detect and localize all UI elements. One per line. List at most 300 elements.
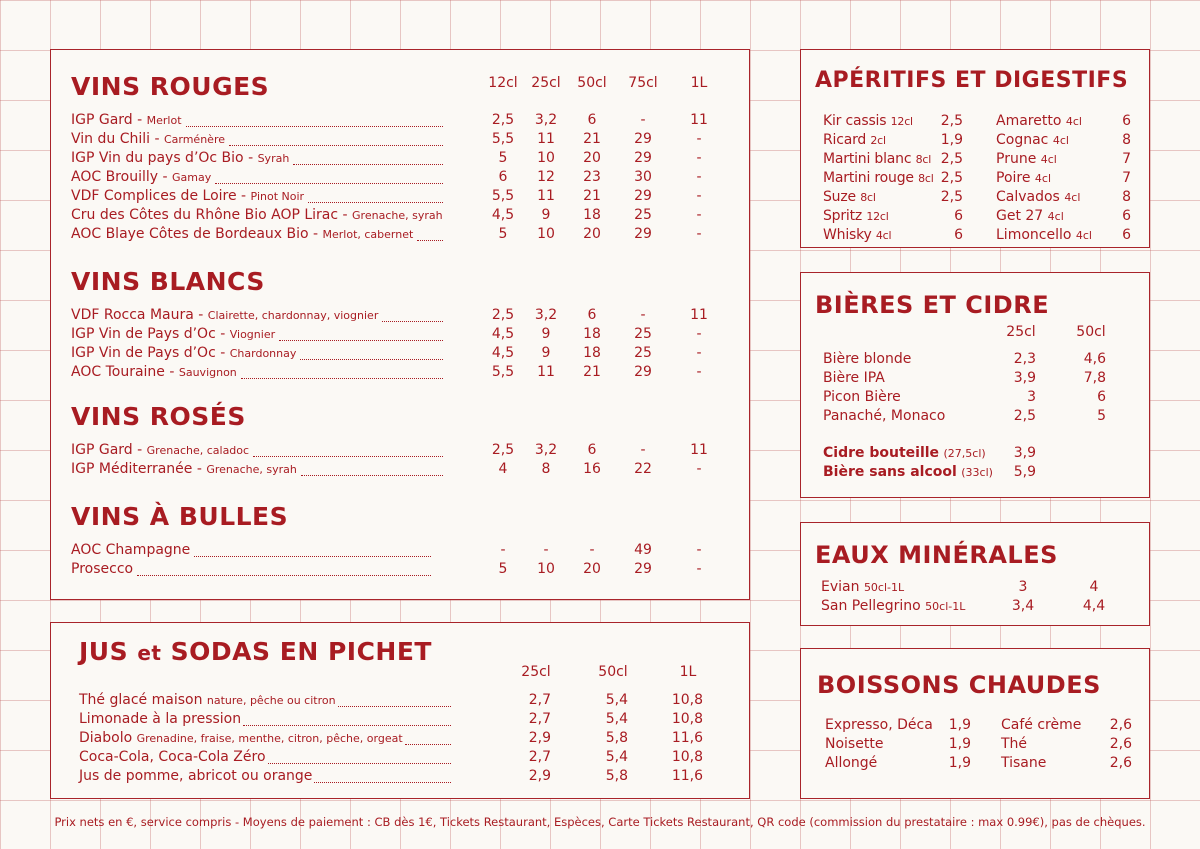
digestif-row bbox=[976, 188, 1151, 207]
wine-price: 11 bbox=[690, 442, 708, 458]
eau-row bbox=[801, 578, 1151, 597]
jus-row bbox=[51, 729, 751, 748]
biere-extra-volume: (27,5cl) bbox=[943, 447, 986, 460]
wine-separator: - bbox=[236, 188, 251, 204]
aperitif-row bbox=[801, 169, 976, 188]
leader-dots bbox=[253, 455, 443, 457]
wine-label bbox=[71, 306, 378, 325]
aperitif-price: 6 bbox=[954, 227, 963, 243]
aperitif-name: Martini blanc bbox=[823, 151, 912, 167]
biere-price: 4,6 bbox=[1083, 351, 1106, 367]
leader-dots bbox=[301, 474, 443, 476]
wine-label bbox=[71, 168, 211, 187]
aperitif-row bbox=[801, 131, 976, 150]
wine-grape: Grenache, caladoc bbox=[146, 444, 250, 457]
chaude-row bbox=[976, 754, 1151, 773]
wine-price: 49 bbox=[634, 542, 652, 558]
wine-price: - bbox=[640, 442, 646, 458]
biere-row bbox=[801, 369, 1151, 388]
chaude-row bbox=[801, 754, 976, 773]
wine-separator: - bbox=[150, 131, 164, 147]
chaude-price: 2,6 bbox=[1109, 736, 1132, 752]
jus-sodas-title bbox=[79, 639, 432, 664]
eau-name: Evian bbox=[821, 579, 860, 595]
wine-label bbox=[71, 206, 443, 225]
wine-size-header: 75cl bbox=[628, 75, 658, 91]
digestif-label bbox=[996, 226, 1092, 245]
wine-price: 29 bbox=[634, 364, 652, 380]
biere-extra-label bbox=[823, 444, 986, 463]
wine-grape: Carménère bbox=[163, 133, 225, 146]
biere-extra-row bbox=[801, 444, 1151, 463]
biere-extra-name: Cidre bouteille bbox=[823, 445, 940, 461]
chaude-price: 2,6 bbox=[1109, 755, 1132, 771]
wine-price: - bbox=[589, 542, 595, 558]
wine-row bbox=[51, 168, 751, 187]
leader-dots bbox=[229, 144, 443, 146]
digestif-price: 6 bbox=[1122, 227, 1131, 243]
wine-price: 2,5 bbox=[491, 307, 515, 323]
chaude-row bbox=[801, 716, 976, 735]
biere-row bbox=[801, 388, 1151, 407]
wine-price: 9 bbox=[541, 345, 551, 361]
leader-dots bbox=[405, 743, 451, 745]
digestif-volume: 4cl bbox=[1065, 115, 1082, 128]
vins-rouges-title: VINS ROUGES bbox=[71, 72, 270, 101]
chaude-price: 1,9 bbox=[948, 736, 971, 752]
wine-price: 21 bbox=[583, 364, 601, 380]
biere-price: 2,5 bbox=[1013, 408, 1036, 424]
wine-price: 29 bbox=[634, 150, 652, 166]
digestif-label bbox=[996, 188, 1080, 207]
wine-name: AOC Touraine bbox=[71, 364, 165, 380]
jus-price: 5,8 bbox=[605, 730, 628, 746]
wine-price: 22 bbox=[634, 461, 652, 477]
aperitif-row bbox=[801, 207, 976, 226]
vins-blancs-title: VINS BLANCS bbox=[71, 267, 265, 296]
digestif-label bbox=[996, 150, 1057, 169]
eau-label bbox=[821, 578, 904, 597]
biere-size-header: 25cl bbox=[1006, 324, 1036, 340]
aperitif-volume: 8cl bbox=[915, 153, 932, 166]
leader-dots bbox=[300, 358, 443, 360]
wine-name: IGP Gard bbox=[71, 112, 133, 128]
chaude-price: 1,9 bbox=[948, 755, 971, 771]
wine-label bbox=[71, 130, 225, 149]
wine-label bbox=[71, 111, 182, 130]
biere-price: 2,3 bbox=[1013, 351, 1036, 367]
biere-price: 6 bbox=[1097, 389, 1106, 405]
wine-row bbox=[51, 225, 751, 244]
vins-roses-title: VINS ROSÉS bbox=[71, 402, 246, 431]
wine-grape: Sauvignon bbox=[178, 366, 237, 379]
leader-dots bbox=[382, 320, 443, 322]
leader-dots bbox=[308, 201, 443, 203]
wine-price: 25 bbox=[634, 207, 652, 223]
wine-price: - bbox=[696, 561, 702, 577]
biere-price: 5 bbox=[1097, 408, 1106, 424]
jus-size-header: 50cl bbox=[598, 664, 628, 680]
wine-price: - bbox=[696, 461, 702, 477]
wine-price: 3,2 bbox=[534, 112, 558, 128]
wine-price: 25 bbox=[634, 326, 652, 342]
aperitif-name: Spritz bbox=[823, 208, 863, 224]
leader-dots bbox=[137, 574, 431, 576]
wine-price: 18 bbox=[583, 207, 601, 223]
aperitif-price: 1,9 bbox=[940, 132, 963, 148]
wine-name: Vin du Chili bbox=[71, 131, 151, 147]
wine-price: 6 bbox=[587, 442, 597, 458]
wine-price: 5 bbox=[498, 561, 508, 577]
wine-label bbox=[71, 560, 133, 579]
digestif-volume: 4cl bbox=[1075, 229, 1092, 242]
chaude-name: Tisane bbox=[1001, 755, 1047, 771]
jus-size-header: 1L bbox=[679, 664, 697, 680]
wine-name: Cru des Côtes du Rhône Bio AOP Lirac bbox=[71, 207, 339, 223]
wine-price: 11 bbox=[690, 307, 708, 323]
chaudes-panel bbox=[800, 648, 1150, 799]
eau-label bbox=[821, 597, 965, 616]
digestif-name: Limoncello bbox=[996, 227, 1072, 243]
chaude-row bbox=[976, 735, 1151, 754]
jus-detail: nature, pêche ou citron bbox=[206, 694, 336, 707]
biere-size-header: 50cl bbox=[1076, 324, 1106, 340]
wine-price: 6 bbox=[498, 169, 508, 185]
chaude-name: Allongé bbox=[825, 755, 878, 771]
wine-price: - bbox=[696, 326, 702, 342]
eau-price: 4 bbox=[1089, 579, 1099, 595]
jus-label bbox=[79, 691, 336, 710]
bieres-title: BIÈRES ET CIDRE bbox=[815, 291, 1050, 319]
wine-name: IGP Vin du pays d’Oc Bio bbox=[71, 150, 244, 166]
chaudes-title: BOISSONS CHAUDES bbox=[817, 671, 1101, 699]
digestif-volume: 4cl bbox=[1052, 134, 1069, 147]
wine-name: IGP Gard bbox=[71, 442, 133, 458]
leader-dots bbox=[241, 377, 443, 379]
wine-label bbox=[71, 149, 289, 168]
jus-name: Thé glacé maison bbox=[79, 692, 203, 708]
digestif-name: Cognac bbox=[996, 132, 1049, 148]
wine-price: 4,5 bbox=[491, 345, 515, 361]
jus-row bbox=[51, 748, 751, 767]
jus-price: 2,9 bbox=[528, 768, 551, 784]
wine-price: 21 bbox=[583, 188, 601, 204]
wine-price: 20 bbox=[583, 561, 601, 577]
jus-price: 11,6 bbox=[671, 730, 703, 746]
leader-dots bbox=[215, 182, 443, 184]
wine-separator: - bbox=[215, 326, 230, 342]
wine-name: AOC Champagne bbox=[71, 542, 191, 558]
wine-price: 6 bbox=[587, 307, 597, 323]
wine-separator: - bbox=[308, 226, 323, 242]
wine-name: AOC Blaye Côtes de Bordeaux Bio bbox=[71, 226, 309, 242]
wine-price: 11 bbox=[690, 112, 708, 128]
wine-price: 20 bbox=[583, 226, 601, 242]
biere-row bbox=[801, 407, 1151, 426]
wine-price: 8 bbox=[541, 461, 551, 477]
jus-label bbox=[79, 767, 312, 786]
wine-price: 18 bbox=[583, 345, 601, 361]
digestif-row bbox=[976, 131, 1151, 150]
wine-price: 3,2 bbox=[534, 307, 558, 323]
aperitif-price: 2,5 bbox=[940, 113, 963, 129]
wine-price: 18 bbox=[583, 326, 601, 342]
wine-price: - bbox=[696, 131, 702, 147]
aperitif-name: Martini rouge bbox=[823, 170, 914, 186]
eau-row bbox=[801, 597, 1151, 616]
wine-price: 4,5 bbox=[491, 207, 515, 223]
chaude-row bbox=[801, 735, 976, 754]
wine-price: 23 bbox=[583, 169, 601, 185]
payment-footer: Prix nets en €, service compris - Moyens de paiement : CB dès 1€, Tickets Restaurant, Espèces, Carte Tickets Restaurant, QR code (commission du prestataire : max 0.99€), pas de chèques. bbox=[54, 815, 1146, 829]
wine-separator: - bbox=[338, 207, 353, 223]
wine-separator: - bbox=[192, 461, 207, 477]
wine-price: 6 bbox=[587, 112, 597, 128]
wine-price: 29 bbox=[634, 226, 652, 242]
digestif-label bbox=[996, 131, 1069, 150]
wine-grape: Grenache, syrah bbox=[352, 209, 443, 222]
wine-row bbox=[51, 306, 751, 325]
digestif-price: 6 bbox=[1122, 208, 1131, 224]
digestif-row bbox=[976, 226, 1151, 245]
leader-dots bbox=[279, 339, 443, 341]
wine-size-header: 12cl bbox=[488, 75, 518, 91]
wine-separator: - bbox=[215, 345, 230, 361]
wine-grape: Merlot bbox=[146, 114, 182, 127]
aperitif-label bbox=[823, 150, 931, 169]
digestif-label bbox=[996, 207, 1064, 226]
wine-price: 29 bbox=[634, 131, 652, 147]
digestif-name: Get 27 bbox=[996, 208, 1044, 224]
wine-price: 11 bbox=[537, 364, 555, 380]
wine-price: 5,5 bbox=[491, 188, 515, 204]
wine-price: - bbox=[696, 207, 702, 223]
jus-price: 2,7 bbox=[528, 692, 551, 708]
aperitif-row bbox=[801, 112, 976, 131]
wine-row bbox=[51, 325, 751, 344]
wine-size-header: 1L bbox=[690, 75, 708, 91]
wine-price: - bbox=[696, 188, 702, 204]
aperitif-price: 6 bbox=[954, 208, 963, 224]
biere-name: Bière blonde bbox=[823, 351, 912, 367]
wine-price: 2,5 bbox=[491, 112, 515, 128]
leader-dots bbox=[194, 555, 431, 557]
jus-price: 2,9 bbox=[528, 730, 551, 746]
wine-grape: Pinot Noir bbox=[250, 190, 305, 203]
wine-price: 10 bbox=[537, 150, 555, 166]
jus-title-et: et bbox=[137, 641, 162, 665]
wine-row bbox=[51, 541, 751, 560]
wine-price: - bbox=[696, 542, 702, 558]
wine-price: 4,5 bbox=[491, 326, 515, 342]
wine-label bbox=[71, 363, 237, 382]
wine-separator: - bbox=[193, 307, 208, 323]
chaude-row bbox=[976, 716, 1151, 735]
wine-price: 4 bbox=[498, 461, 508, 477]
leader-dots bbox=[268, 762, 451, 764]
biere-price: 7,8 bbox=[1083, 370, 1106, 386]
aperitif-volume: 8cl bbox=[918, 172, 934, 185]
bieres-panel bbox=[800, 272, 1150, 498]
wine-price: 25 bbox=[634, 345, 652, 361]
wine-name: IGP Vin de Pays d’Oc bbox=[71, 345, 216, 361]
digestif-row bbox=[976, 112, 1151, 131]
digestif-volume: 4cl bbox=[1064, 191, 1081, 204]
aperitif-volume: 12cl bbox=[890, 115, 913, 128]
digestif-name: Amaretto bbox=[996, 113, 1062, 129]
wine-row bbox=[51, 149, 751, 168]
wine-price: 9 bbox=[541, 326, 551, 342]
jus-row bbox=[51, 710, 751, 729]
digestif-label bbox=[996, 112, 1082, 131]
wine-price: 30 bbox=[634, 169, 652, 185]
biere-name: Picon Bière bbox=[823, 389, 901, 405]
aperitif-label bbox=[823, 226, 891, 245]
wine-price: - bbox=[640, 307, 646, 323]
digestif-price: 7 bbox=[1122, 170, 1131, 186]
digestif-row bbox=[976, 207, 1151, 226]
wine-row bbox=[51, 560, 751, 579]
jus-price: 2,7 bbox=[528, 749, 551, 765]
biere-extra-label bbox=[823, 463, 993, 482]
digestif-price: 7 bbox=[1122, 151, 1131, 167]
biere-price: 3,9 bbox=[1013, 370, 1036, 386]
wine-price: - bbox=[696, 226, 702, 242]
wine-label bbox=[71, 541, 190, 560]
aperitif-row bbox=[801, 150, 976, 169]
aperitif-label bbox=[823, 188, 876, 207]
wine-row bbox=[51, 460, 751, 479]
aperitif-volume: 2cl bbox=[870, 134, 886, 147]
jus-price: 2,7 bbox=[528, 711, 551, 727]
wine-price: 9 bbox=[541, 207, 551, 223]
wine-grape: Syrah bbox=[257, 152, 290, 165]
chaude-price: 2,6 bbox=[1109, 717, 1132, 733]
wine-name: IGP Méditerranée bbox=[71, 461, 193, 477]
wine-label bbox=[71, 460, 297, 479]
wine-price: 2,5 bbox=[491, 442, 515, 458]
jus-price: 10,8 bbox=[671, 711, 703, 727]
biere-name: Panaché, Monaco bbox=[823, 408, 946, 424]
eau-price: 3,4 bbox=[1011, 598, 1035, 614]
wine-name: Prosecco bbox=[71, 561, 134, 577]
aperitif-name: Whisky bbox=[823, 227, 872, 243]
biere-row bbox=[801, 350, 1151, 369]
wine-label bbox=[71, 344, 296, 363]
wine-grape: Viognier bbox=[229, 328, 276, 341]
aperitif-price: 2,5 bbox=[940, 170, 963, 186]
digestif-volume: 4cl bbox=[1040, 153, 1057, 166]
leader-dots bbox=[338, 705, 451, 707]
wine-price: 11 bbox=[537, 131, 555, 147]
aperitif-row bbox=[801, 188, 976, 207]
digestif-name: Prune bbox=[996, 151, 1037, 167]
wine-size-header: 25cl bbox=[531, 75, 561, 91]
aperitif-label bbox=[823, 207, 889, 226]
wine-separator: - bbox=[158, 169, 172, 185]
jus-price: 5,8 bbox=[605, 768, 628, 784]
jus-title-rest: SODAS EN PICHET bbox=[170, 637, 432, 666]
wine-price: 5 bbox=[498, 226, 508, 242]
biere-name: Bière IPA bbox=[823, 370, 885, 386]
wine-label bbox=[71, 441, 249, 460]
aperitif-label bbox=[823, 169, 934, 188]
leader-dots bbox=[417, 239, 443, 241]
wine-price: 10 bbox=[537, 226, 555, 242]
wine-price: 12 bbox=[537, 169, 555, 185]
jus-price: 5,4 bbox=[605, 711, 628, 727]
aperitif-name: Kir cassis bbox=[823, 113, 887, 129]
biere-extra-price: 3,9 bbox=[1013, 445, 1036, 461]
wine-row bbox=[51, 130, 751, 149]
eau-price: 4,4 bbox=[1082, 598, 1106, 614]
chaude-name: Thé bbox=[1001, 736, 1028, 752]
wine-label bbox=[71, 187, 304, 206]
wine-separator: - bbox=[243, 150, 258, 166]
leader-dots bbox=[186, 125, 443, 127]
digestif-label bbox=[996, 169, 1051, 188]
jus-price: 10,8 bbox=[671, 692, 703, 708]
wine-price: - bbox=[696, 150, 702, 166]
wine-row bbox=[51, 344, 751, 363]
wine-price: 11 bbox=[537, 188, 555, 204]
chaude-price: 1,9 bbox=[948, 717, 971, 733]
biere-extra-price: 5,9 bbox=[1013, 464, 1036, 480]
jus-name: Diabolo bbox=[79, 730, 133, 746]
digestif-price: 8 bbox=[1122, 132, 1131, 148]
wine-name: IGP Vin de Pays d’Oc bbox=[71, 326, 216, 342]
jus-sodas-panel bbox=[50, 622, 750, 799]
wine-grape: Chardonnay bbox=[229, 347, 297, 360]
wine-price: 5,5 bbox=[491, 364, 515, 380]
chaude-name: Café crème bbox=[1001, 717, 1082, 733]
wine-price: - bbox=[696, 345, 702, 361]
digestif-row bbox=[976, 169, 1151, 188]
aperitif-price: 2,5 bbox=[940, 151, 963, 167]
eau-volume: 50cl-1L bbox=[863, 581, 905, 594]
wine-price: 21 bbox=[583, 131, 601, 147]
digestif-price: 8 bbox=[1122, 189, 1131, 205]
wines-panel bbox=[50, 49, 750, 600]
wine-name: VDF Rocca Maura bbox=[71, 307, 194, 323]
wine-price: 20 bbox=[583, 150, 601, 166]
wine-separator: - bbox=[132, 112, 147, 128]
wine-grape: Gamay bbox=[171, 171, 212, 184]
wine-grape: Clairette, chardonnay, viognier bbox=[207, 309, 379, 322]
jus-price: 5,4 bbox=[605, 749, 628, 765]
aperitifs-title: APÉRITIFS ET DIGESTIFS bbox=[815, 68, 1129, 93]
leader-dots bbox=[243, 724, 451, 726]
digestif-name: Calvados bbox=[996, 189, 1060, 205]
wine-row bbox=[51, 206, 751, 225]
wine-row bbox=[51, 187, 751, 206]
wine-label bbox=[71, 325, 275, 344]
eau-price: 3 bbox=[1018, 579, 1028, 595]
biere-price: 3 bbox=[1027, 389, 1036, 405]
digestif-volume: 4cl bbox=[1047, 210, 1064, 223]
wine-price: - bbox=[696, 169, 702, 185]
vins-bulles-title: VINS À BULLES bbox=[71, 502, 289, 531]
jus-label bbox=[79, 748, 266, 767]
eau-volume: 50cl-1L bbox=[925, 600, 966, 613]
wine-price: 5 bbox=[498, 150, 508, 166]
aperitif-label bbox=[823, 131, 886, 150]
aperitif-volume: 8cl bbox=[860, 191, 876, 204]
eaux-panel bbox=[800, 522, 1150, 626]
eaux-title: EAUX MINÉRALES bbox=[815, 541, 1058, 569]
wine-grape: Merlot, cabernet bbox=[322, 228, 414, 241]
jus-label bbox=[79, 710, 241, 729]
